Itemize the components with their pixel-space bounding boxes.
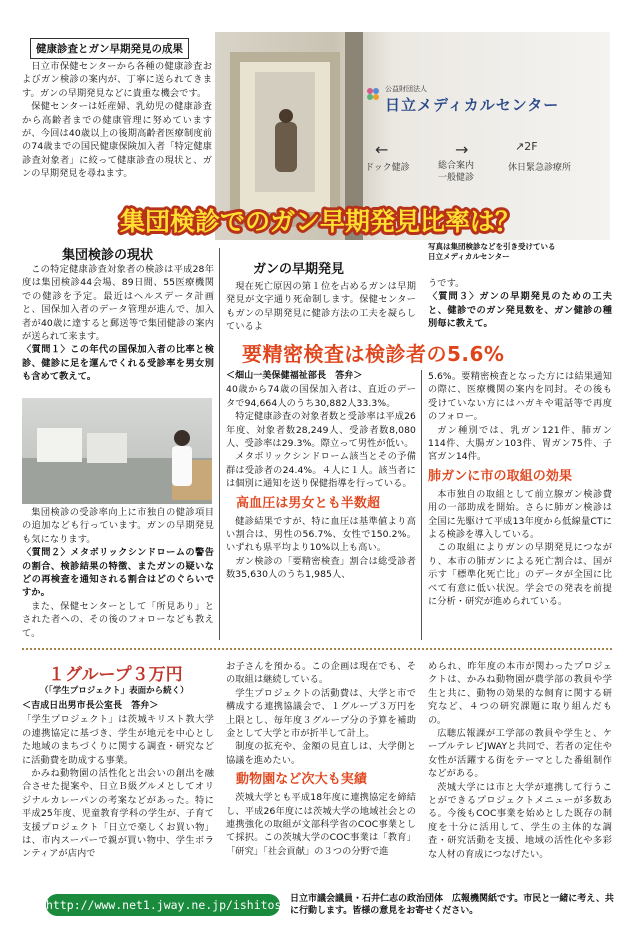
hospital-logo-icon xyxy=(365,86,381,102)
photo-caption: 写真は集団検診などを引き受けている 日立メディカルセンター xyxy=(428,242,556,261)
bottom-col2 xyxy=(226,660,416,858)
body-paragraph: メタボリックシンドローム該当とその予備群は受診者の24.4%。４人に１人。該当者には個別に通知を送り保健指導を行っている。 xyxy=(226,451,416,490)
section-title: ガンの早期発見 xyxy=(253,262,345,277)
arrow-right-icon: → xyxy=(455,140,469,159)
body-paragraph: また、保健センターとして「所見あり」とされた者への、その後のフォローなども教えて。 xyxy=(22,600,214,639)
question-paragraph: 〈質問１〉この年代の国保加入者の比率と検診、健診に足を運んでくれる受診率を男女別も含めて教えて。 xyxy=(22,344,214,383)
body-paragraph: 集団検診の受診率向上に市独自の健診項目の追加なども行っています。ガンの早期発見も気になります。 xyxy=(22,507,214,545)
answer-credit: ＜吉成日出男市長公室長 答弁＞ xyxy=(22,701,159,711)
body-paragraph: 40歳から74歳の国保加入者は、直近のデータで94,664人のうち30,882人33.3%。 xyxy=(226,384,416,409)
subsection-title: 動物園など次大も実績 xyxy=(236,772,368,788)
sign-org-name: 日立メディカルセンター xyxy=(385,96,560,114)
body-paragraph: 学生プロジェクトの活動費は、大学と市で構成する連携協議会で、１グループ３万円を上限とし、毎年度３グループ分の予算を補助金として大学と市が折半して計上。 xyxy=(226,687,416,740)
body-paragraph: められ、昨年度の本市が関わったプロジェクトは、かみね動物園が農学部の教員や学生と共に、動物の効果的な飼育に関する研究など、４つの研究課題に取り組んだもの。 xyxy=(428,661,612,726)
body-paragraph: 特定健康診査の対象者数と受診率は平成26年度、対象者数28,249人、受診者数8,080人、受診率は29.3%。際立って男性が低い。 xyxy=(226,411,416,450)
intro-header: 健康診査とガン早期発見の成果 xyxy=(30,38,189,59)
lobby-scene xyxy=(22,398,212,504)
section-divider xyxy=(22,648,612,650)
arrow-upstairs-icon: ↗2F xyxy=(515,140,538,153)
bottom-col3 xyxy=(428,660,612,861)
subsection-title: 肺ガンに市の取組の効果 xyxy=(428,468,573,484)
body-paragraph: かみね動物園の活性化と出会いの創出を融合させた提案や、日立Ｂ級グルメとしてオリジナルカレーパンの考案などがあった。特に平成25年度、児童教育学科の学生が、子育て支援プロジェクト「日立で楽しくお買い物」は、市内スーパーで親が買い物中、学生ボランティアが店内で xyxy=(22,768,214,860)
body-paragraph: 茨城大学とも平成18年度に連携協定を締結し、平成26年度には茨城大学の地域社会との連携強化の取組が文部科学省のCOC事業として採択。この茨城大学のCOC事業は「教育」「研究」「社会貢献」の３つの分野で進 xyxy=(226,792,416,857)
section1-text-b xyxy=(22,506,214,640)
answer-credit: ＜畑山一美保健福祉部長 答弁＞ xyxy=(226,371,363,381)
body-paragraph: 本市独自の取組として前立腺ガン検診費用の一部助成を開始。さらに肺ガン検診は全国に先駆けて平成13年度から低線量CTによる検診を導入している。 xyxy=(428,488,612,541)
body-paragraph: 制度の拡充や、金額の見直しは、大学側と協議を進めたい。 xyxy=(226,741,416,766)
question-paragraph: 〈質問３〉ガンの早期発見のための工夫と、健診でのガン発見数を、ガン健診の種別毎に教えて。 xyxy=(428,291,612,330)
section1-text xyxy=(22,263,214,384)
bottom-subtitle: （「学生プロジェクト」表面から続く） xyxy=(40,686,189,696)
body-paragraph: 現在死亡原因の第１位を占めるガンは早期発見が文字通り死命制します。保健センターもガンの早期発見に健診方法の工夫を凝らしているよ xyxy=(226,281,416,333)
sign-org-small: 公益財団法人 xyxy=(385,85,427,93)
headline xyxy=(20,200,620,240)
section2-text xyxy=(226,280,416,334)
body-paragraph: 広聴広報課が工学部の教員や学生と、ケーブルテレビJWAYと共同で、若者の定住や女性が活躍する街をテーマとした番組制作などがある。 xyxy=(428,728,612,780)
question-paragraph: 〈質問２〉メタボリックシンドロームの警告の割合、検診結果の特徴、またガンの疑いなどの再検査を通知される割合はどのぐらいですか。 xyxy=(22,547,214,599)
intro-paragraph: 日立市保健センターから各種の健康診査およびガン検診の案内が、丁寧に送られてきます。ガンの早期発見などに貴重な機会です。 xyxy=(22,61,212,99)
body-paragraph: お子さんを預かる。この企画は現在でも、その取組は継続している。 xyxy=(226,661,416,686)
body-paragraph: この取組によりガンの早期発見につながり、本市の肺ガンによる死亡割合は、国が示す「標準化死亡比」のデータが全国に比べて有意に低い状況。学会での発表を前提に分析・研究が進められている。 xyxy=(428,542,612,608)
answer1-text xyxy=(226,370,416,582)
answer1-cont-text xyxy=(428,370,612,609)
lobby-photo xyxy=(22,398,212,504)
arrow-left-icon: ← xyxy=(375,140,389,159)
column-divider xyxy=(219,248,220,640)
sign-item: 休日緊急診療所 xyxy=(508,163,572,173)
bottom-col1 xyxy=(22,700,214,861)
subsection-title: 高血圧は男女とも半数超 xyxy=(236,495,381,511)
body-paragraph: 茨城大学には市と大学が連携して行うことができるプロジェクトメニューが多数ある。今後もCOC事業を始めとした既存の制度を十分に活用して、学生の主体的な調査・研究活動を支援、地域の活性化や多彩な人材の育成につなげたい。 xyxy=(428,781,612,860)
intro-text xyxy=(22,60,212,181)
body-paragraph: ガン検診の「要精密検査」割合は総受診者数35,630人のうち1,985人、 xyxy=(226,555,416,581)
headline-graphic xyxy=(20,200,620,240)
column-divider xyxy=(421,370,422,640)
bottom-title: １グループ３万円 xyxy=(48,665,183,685)
body-paragraph: この特定健康診査対象者の検診は平成28年度は集団検診44会場、89日間、55医療機関での健診を予定。最近はヘルスデータ計画と、国保加入者のデータ管理が進んで、加入者が40歳に達すると郵送等で集団健診の案内が送られて来ます。 xyxy=(22,264,214,343)
section2-text-cont xyxy=(428,277,612,331)
body-paragraph: 健診結果ですが、特に血圧は基準値より高い割合は、男性の56.7%、女性で150.2%。いずれも県平均より10%以上も高い。 xyxy=(226,515,416,554)
body-paragraph: ガン種別では、乳ガン121件、肺ガン114件、大腸ガン103件、胃ガン75件、子宮ガン14件。 xyxy=(428,424,612,463)
footer-url[interactable]: http://www.net1.jway.ne.jp/ishitosi/ xyxy=(46,898,296,912)
footer-text: 日立市議会議員・石井仁志の政治団体 広報機関紙です。市民と一緒に考え、共に行動します。皆様の意見をお寄せください。 xyxy=(290,894,614,916)
body-paragraph: うです。 xyxy=(428,278,465,289)
body-paragraph: 5.6%。要精密検査となった方には結果通知の際に、医療機関の案内を同封。その後も受けていない方にはハガキや電話等で再度のフォロー。 xyxy=(428,371,612,423)
footer-url-pill[interactable] xyxy=(46,894,296,916)
body-paragraph: 「学生プロジェクト」は茨城キリスト教大学の連携協定に基づき、学生が地元を中心とした地域のまちづくりに関する調査・研究などに活動費を助成する事業。 xyxy=(22,714,214,766)
headline-text: 集団検診でのガン早期発見比率は？ xyxy=(119,207,521,236)
subheadline: 要精密検査は検診者の5.6% xyxy=(242,342,505,366)
intro-paragraph: 保健センターは妊産婦、乳幼児の健康診査から高齢者までの健康管理に努めていますが、今回は40歳以上の後期高齢者医療制度前の74歳までの国民健康保険加入者「特定健康診査対象者」に絞って健康診査の現状と、ガンの早期発見を尋ねます。 xyxy=(22,101,212,180)
sign-item: ドック健診 xyxy=(365,163,410,173)
section-title: 集団検診の現状 xyxy=(62,248,154,263)
sign-item: 総合案内 一般健診 xyxy=(438,161,475,183)
